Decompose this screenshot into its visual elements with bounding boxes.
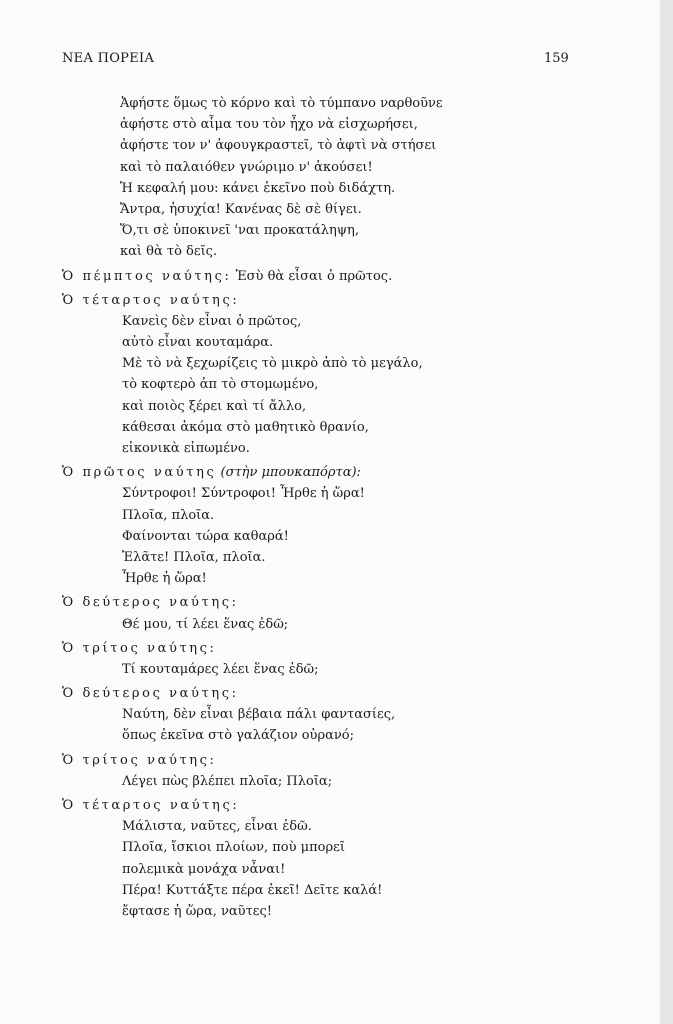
verse-line: Κανεὶς δὲν εἶναι ὁ πρῶτος, (122, 313, 302, 329)
verse-line: Ἐλᾶτε! Πλοῖα, πλοῖα. (122, 549, 266, 565)
running-header-title: ΝΕΑ ΠΟΡΕΙΑ (62, 51, 155, 66)
verse-line: Λέγει πὼς βλέπει πλοῖα; Πλοῖα; (122, 773, 333, 789)
speaker-name: Ὁ δεύτερος ναύτης: (62, 595, 239, 611)
verse-line: Ὅ,τι σὲ ὑποκινεῖ 'ναι προκατάληψη, (120, 223, 359, 239)
verse-line: Τί κουταμάρες λέει ἕνας ἐδῶ; (122, 661, 319, 677)
speaker-line-second-sailor (0, 592, 660, 613)
verse-line: Φαίνονται τώρα καθαρά! (122, 528, 289, 544)
speaker-name: Ὁ τέταρτος ναύτης: (62, 292, 240, 308)
speaker-name: Ὁ πέμπτος ναύτης: (62, 268, 232, 284)
speaker-name: Ὁ δεύτερος ναύτης: (62, 686, 239, 702)
verse-line: καὶ τὸ παλαιόθεν γνώριμο ν' ἀκούσει! (120, 159, 373, 175)
verse-line: Ἦρθε ἡ ὥρα! (122, 571, 207, 587)
verse-line: τὸ κοφτερὸ ἀπ τὸ στομωμένο, (122, 377, 319, 393)
verse-block (0, 93, 660, 263)
verse-line: Ναύτη, δὲν εἶναι βέβαια πάλι φαντασίες, (122, 707, 396, 723)
verse-line: καὶ ποιὸς ξέρει καὶ τί ἄλλο, (122, 398, 307, 414)
poem-body (0, 93, 660, 922)
verse-line: πολεμικὰ μονάχα νἆναι! (122, 861, 286, 877)
stage-direction: (στὴν μπουκαπόρτα): (220, 465, 361, 481)
verse-line: Πέρα! Κυττάξτε πέρα ἐκεῖ! Δεῖτε καλά! (122, 882, 383, 898)
verse-line: Πλοῖα, ἴσκιοι πλοίων, ποὺ μπορεῖ (122, 840, 345, 856)
verse-line: Πλοῖα, πλοῖα. (122, 507, 215, 523)
page-number: 159 (544, 51, 569, 66)
verse-line: Σύντροφοι! Σύντροφοι! Ἦρθε ἡ ὥρα! (122, 486, 365, 502)
verse-line: Ἡ κεφαλή μου: κάνει ἐκεῖνο ποὺ διδάχτη. (120, 180, 396, 196)
speaker-line-fifth-sailor (0, 266, 660, 287)
verse-line: Μάλιστα, ναῦτες, εἶναι ἐδῶ. (122, 819, 312, 835)
speaker-name: Ὁ τρίτος ναύτης: (62, 752, 217, 768)
speaker-name: Ὁ πρῶτος ναύτης (62, 465, 217, 481)
speaker-line-fourth-sailor (0, 795, 660, 816)
verse-line: κάθεσαι ἀκόμα στὸ μαθητικὸ θρανίο, (122, 419, 369, 435)
verse-line: ἀφήστε στὸ αἷμα του τὸν ἦχο νὰ εἰσχωρήσει, (120, 117, 418, 133)
verse-line: Ἄντρα, ἡσυχία! Κανένας δὲ σὲ θίγει. (120, 201, 362, 217)
speaker-line-second-sailor (0, 683, 660, 704)
verse-line: αὐτὸ εἶναι κουταμάρα. (122, 335, 274, 351)
verse-line: Ἀφήστε ὅμως τὸ κόρνο καὶ τὸ τύμπανο ναρθοῦνε (120, 96, 443, 111)
verse-line: ἀφήστε τον ν' ἀφουγκραστεῖ, τὸ ἀφτὶ νὰ στήσει (120, 138, 437, 154)
verse-line: Θέ μου, τί λέει ἕνας ἐδῶ; (122, 616, 289, 632)
verse-line: ἔφτασε ἡ ὥρα, ναῦτες! (122, 903, 273, 919)
speaker-speech: Ἐσὺ θὰ εἶσαι ὁ πρῶτος. (235, 268, 393, 284)
page-edge (660, 0, 673, 1024)
speaker-name: Ὁ τρίτος ναύτης: (62, 640, 217, 656)
speaker-line-fourth-sailor (0, 290, 660, 311)
speaker-name: Ὁ τέταρτος ναύτης: (62, 798, 240, 813)
speaker-line-third-sailor (0, 638, 660, 659)
speaker-line-first-sailor (0, 462, 660, 483)
verse-line: ὅπως ἐκεῖνα στὸ γαλάζιον οὐρανό; (122, 728, 354, 744)
verse-line: Μὲ τὸ νὰ ξεχωρίζεις τὸ μικρὸ ἀπὸ τὸ μεγάλο, (122, 356, 423, 372)
verse-line: καὶ θὰ τὸ δεῖς. (120, 244, 218, 260)
verse-line: εἰκονικὰ εἰπωμένο. (122, 441, 250, 456)
speaker-line-third-sailor (0, 750, 660, 771)
